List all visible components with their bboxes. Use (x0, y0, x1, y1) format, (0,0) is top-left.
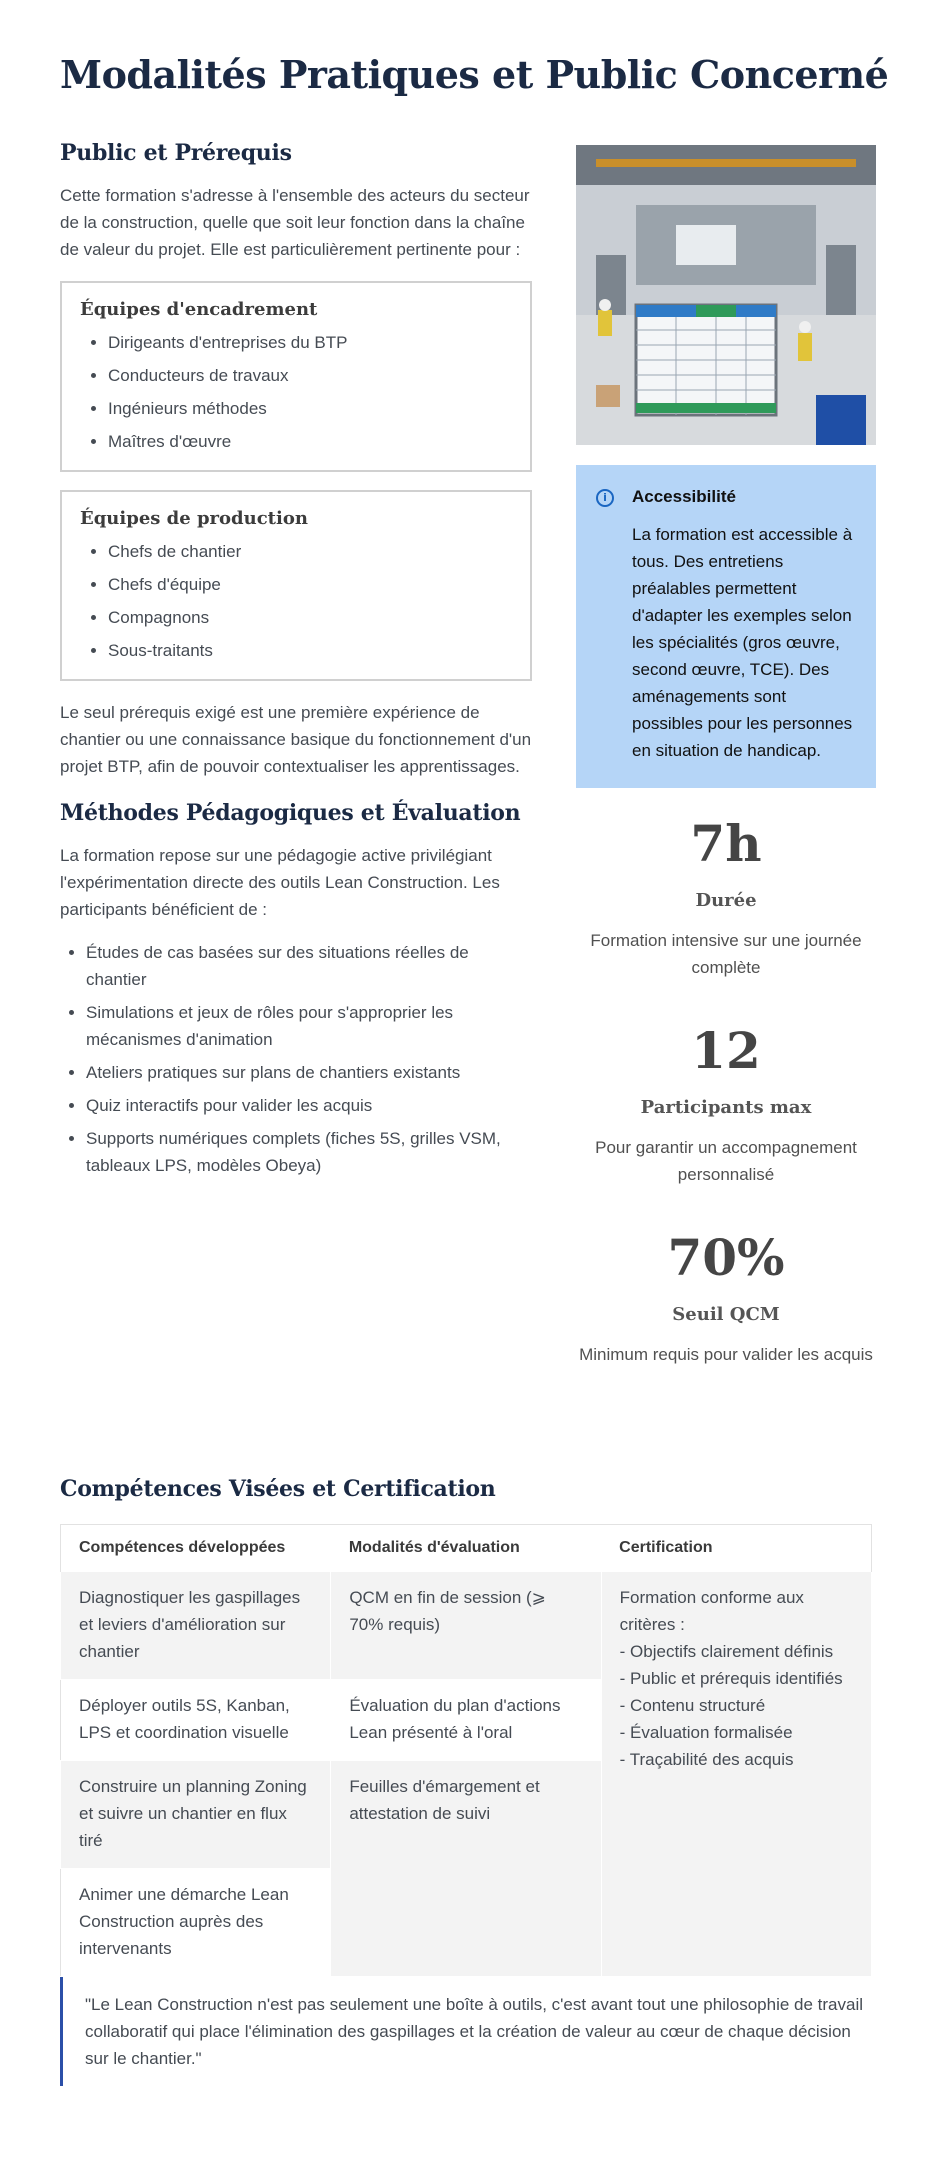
list-item: • Chefs de chantier (108, 539, 512, 565)
list-item: • Maîtres d'œuvre (108, 429, 512, 455)
competences-heading: Compétences Visées et Certification (60, 1476, 496, 1502)
skill-cell: Déployer outils 5S, Kanban, LPS et coordination visuelle (61, 1680, 331, 1761)
quote-block (60, 1977, 872, 2086)
list-item: • Simulations et jeux de rôles pour s'approprier les mécanismes d'animation (86, 999, 532, 1053)
stat-description: Formation intensive sur une journée complète (590, 931, 862, 977)
accessibility-title: Accessibilité (632, 487, 736, 506)
list-item: • Dirigeants d'entreprises du BTP (108, 330, 512, 356)
list-item: • Ateliers pratiques sur plans de chantiers existants (86, 1059, 532, 1086)
left-column (60, 140, 532, 1185)
group-box-production (60, 490, 532, 681)
evaluation-cell: Feuilles d'émargement et attestation de suivi (331, 1761, 601, 1977)
list-item: • Sous-traitants (108, 638, 512, 664)
certification-cell: Formation conforme aux critères : - Objectifs clairement définis - Public et prérequis identifiés - Contenu structuré - Évaluation formalisée - Traçabilité des acquis (601, 1572, 871, 1977)
stat-value: 7h (690, 814, 762, 873)
list-item: • Quiz interactifs pour valider les acquis (86, 1092, 532, 1119)
stat-description: Minimum requis pour valider les acquis (579, 1345, 873, 1364)
stat-duration (576, 814, 876, 981)
table-header-row (61, 1525, 872, 1572)
competences-table (60, 1524, 872, 1977)
group-list (80, 539, 512, 664)
list-item: • Supports numériques complets (fiches 5S, grilles VSM, tableaux LPS, modèles Obeya) (86, 1125, 532, 1179)
stat-label: Participants max (640, 1097, 812, 1118)
info-icon: i (596, 489, 614, 507)
column-header: Modalités d'évaluation (331, 1525, 601, 1572)
list-item: • Études de cas basées sur des situations réelles de chantier (86, 939, 532, 993)
stat-value: 70% (667, 1228, 785, 1287)
public-heading: Public et Prérequis (60, 140, 292, 166)
stat-participants (576, 1021, 876, 1188)
methods-list (60, 939, 532, 1179)
stat-label: Durée (695, 890, 757, 911)
page-title: Modalités Pratiques et Public Concerné (60, 52, 889, 97)
group-box-encadrement (60, 281, 532, 472)
stat-value: 12 (691, 1021, 761, 1080)
skill-cell: Diagnostiquer les gaspillages et leviers d'amélioration sur chantier (61, 1572, 331, 1680)
stat-label: Seuil QCM (672, 1304, 780, 1325)
column-header: Compétences développées (61, 1525, 331, 1572)
competences-section (60, 1476, 872, 1977)
list-item: • Chefs d'équipe (108, 572, 512, 598)
methods-intro: La formation repose sur une pédagogie active privilégiant l'expérimentation directe des outils Lean Construction. Les participants bénéficient de : (60, 846, 500, 919)
right-column (576, 145, 876, 1368)
skill-cell: Construire un planning Zoning et suivre un chantier en flux tiré (61, 1761, 331, 1869)
table-row (61, 1572, 872, 1680)
warehouse-illustration (576, 145, 876, 445)
public-intro: Cette formation s'adresse à l'ensemble des acteurs du secteur de la construction, quelle que soit leur fonction dans la chaîne de valeur du projet. Elle est particulièrement pertinente pour : (60, 186, 530, 259)
skill-cell: Animer une démarche Lean Construction auprès des intervenants (61, 1869, 331, 1977)
methods-heading: Méthodes Pédagogiques et Évaluation (60, 800, 521, 826)
list-item: • Conducteurs de travaux (108, 363, 512, 389)
group-list (80, 330, 512, 455)
construction-site-photo (576, 145, 876, 445)
group-title: Équipes d'encadrement (80, 299, 318, 320)
accessibility-callout (576, 465, 876, 788)
list-item: • Ingénieurs méthodes (108, 396, 512, 422)
evaluation-cell: Évaluation du plan d'actions Lean présenté à l'oral (331, 1680, 601, 1761)
stat-qcm (576, 1228, 876, 1368)
quote-text: "Le Lean Construction n'est pas seulement une boîte à outils, c'est avant tout une philosophie de travail collaboratif qui place l'élimination des gaspillages et la création de valeur au cœur de chaque décision sur le chantier." (85, 1995, 864, 2068)
list-item: • Compagnons (108, 605, 512, 631)
evaluation-cell: QCM en fin de session (⩾ 70% requis) (331, 1572, 601, 1680)
accessibility-text: La formation est accessible à tous. Des entretiens préalables permettent d'adapter les exemples selon les spécialités (gros œuvre, second œuvre, TCE). Des aménagements sont possibles pour les personnes en situation de handicap. (632, 525, 853, 760)
group-title: Équipes de production (80, 508, 308, 529)
prereq-text: Le seul prérequis exigé est une première expérience de chantier ou une connaissance basique du fonctionnement d'un projet BTP, afin de pouvoir contextualiser les apprentissages. (60, 703, 532, 776)
stat-description: Pour garantir un accompagnement personnalisé (595, 1138, 857, 1184)
column-header: Certification (601, 1525, 871, 1572)
